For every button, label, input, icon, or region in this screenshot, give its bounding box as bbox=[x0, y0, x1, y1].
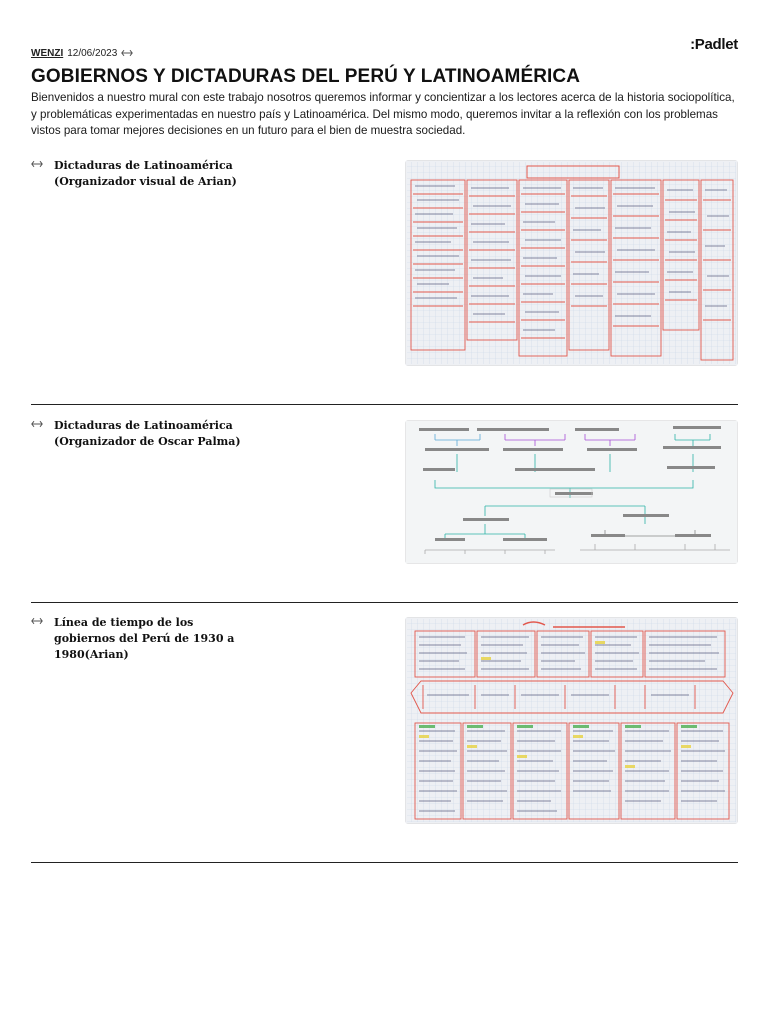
post-card[interactable] bbox=[31, 615, 738, 864]
post-divider bbox=[31, 404, 738, 405]
attachment-image-timeline-arian[interactable] bbox=[405, 617, 738, 824]
post-divider bbox=[31, 602, 738, 603]
link-icon bbox=[31, 160, 43, 168]
post-meta bbox=[31, 46, 738, 60]
post-title: Dictaduras de Latinoamérica (Organizador visual de Arian) bbox=[54, 159, 237, 188]
post-card[interactable] bbox=[31, 158, 738, 405]
link-icon[interactable] bbox=[121, 49, 133, 57]
post-title: Línea de tiempo de los gobiernos del Perú de 1930 a 1980(Arian) bbox=[54, 616, 235, 661]
author-name[interactable]: WENZI bbox=[31, 47, 64, 59]
board-header bbox=[31, 36, 738, 140]
post-card[interactable] bbox=[31, 418, 738, 603]
post-title: Dictaduras de Latinoamérica (Organizador de Oscar Palma) bbox=[54, 419, 241, 448]
board-description: Bienvenidos a nuestro mural con este trabajo nosotros queremos informar y concientizar a los lectores acerca de la historia sociopolítica, y problemáticas experimentadas en nuestro país y Latinoamérica. Del mismo modo, queremos invitar a la reflexión con los problemas vistos para tomar mejores decisiones en un futuro para el bien de muestra sociedad. bbox=[31, 91, 735, 138]
post-divider bbox=[31, 862, 738, 863]
post-date: 12/06/2023 bbox=[67, 47, 118, 59]
link-icon bbox=[31, 617, 43, 625]
board-title: GOBIERNOS Y DICTADURAS DEL PERÚ Y LATINOAMÉRICA bbox=[31, 66, 581, 87]
attachment-image-concept-map-oscar[interactable] bbox=[405, 420, 738, 564]
attachment-image-organizer-arian[interactable] bbox=[405, 160, 738, 366]
padlet-logo[interactable]: :Padlet bbox=[690, 36, 738, 53]
link-icon bbox=[31, 420, 43, 428]
